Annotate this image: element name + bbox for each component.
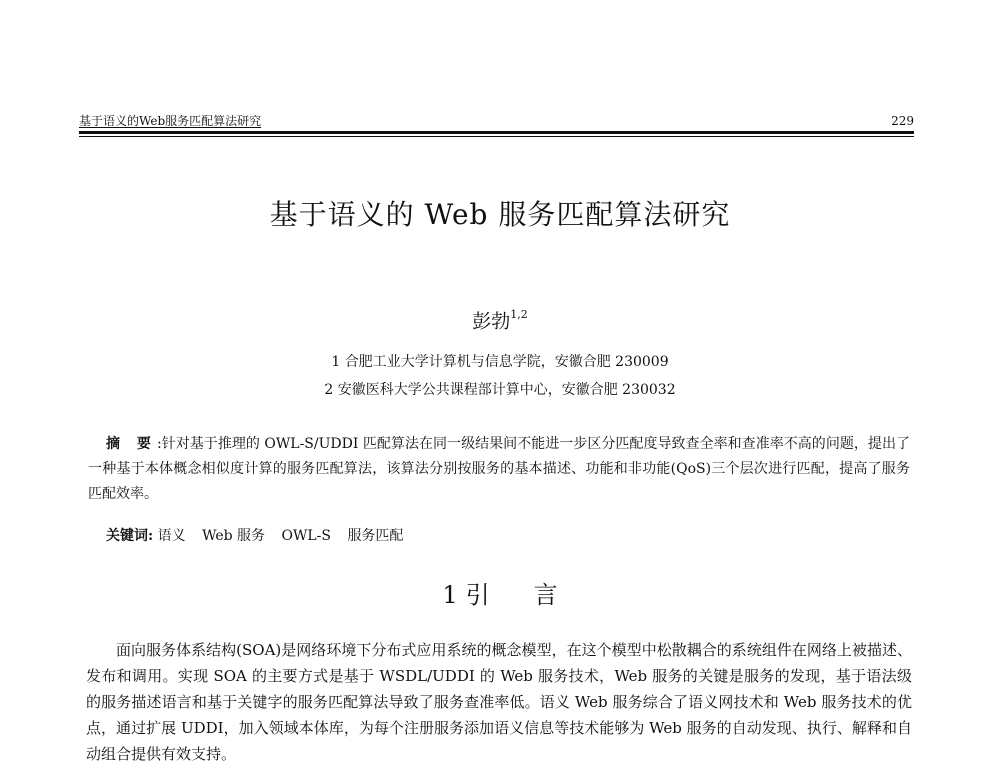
keyword: 服务匹配 — [347, 528, 404, 544]
keywords-label: 关键词: — [106, 528, 154, 544]
keyword: Web 服务 — [202, 528, 266, 544]
author-name: 彭勃 — [472, 310, 511, 333]
abstract-text: :针对基于推理的 OWL-S/UDDI 匹配算法在同一级结果间不能进一步区分匹配度导致查全率和查准率不高的问题，提出了一种基于本体概念相似度计算的服务匹配算法，该算法分别按服务的基本描述、功能和非功能(QoS)三个层次进行匹配，提高了服务匹配效率。 — [88, 436, 910, 502]
section-title-part-2: 言 — [533, 581, 558, 609]
body-paragraph: 面向服务体系结构(SOA)是网络环境下分布式应用系统的概念模型，在这个模型中松散耦合的系统组件在网络上被描述、发布和调用。实现 SOA 的主要方式是基于 WSDL/UDDI 的 Web 服务技术，Web 服务的关键是服务的发现，基于语法级的服务描述语言和基于关键字的服务匹配算法导致了服务查准率低。语义 Web 服务综合了语义网技术和 Web 服务技术的优点，通过扩展 UDDI，加入领域本体库，为每个注册服务添加语义信息等技术能够为 Web 服务的自动发现、执行、解释和自动组合提供有效支持。 — [86, 641, 912, 763]
paper-title: 基于语义的 Web 服务匹配算法研究 — [269, 198, 731, 231]
abstract-label: 摘 要 — [106, 436, 157, 452]
header-rule-thick — [79, 131, 914, 134]
affiliation-2: 2 安徽医科大学公共课程部计算中心，安徽合肥 230032 — [324, 382, 676, 398]
author — [0, 304, 1000, 334]
section-heading — [0, 579, 1000, 611]
keyword: 语义 — [157, 528, 186, 544]
author-affiliation-marks: 1,2 — [510, 308, 528, 321]
running-head-title: 基于语义的Web服务匹配算法研究 — [79, 114, 262, 128]
abstract — [88, 432, 910, 507]
keyword: OWL-S — [281, 528, 331, 544]
section-title-part-1: 引 — [465, 581, 490, 609]
affiliation-1: 1 合肥工业大学计算机与信息学院，安徽合肥 230009 — [331, 354, 669, 370]
section-number: 1 — [442, 581, 458, 609]
keywords — [106, 526, 906, 546]
running-head — [79, 114, 914, 128]
header-rule-thin — [79, 136, 914, 137]
page-number: 229 — [891, 114, 914, 128]
